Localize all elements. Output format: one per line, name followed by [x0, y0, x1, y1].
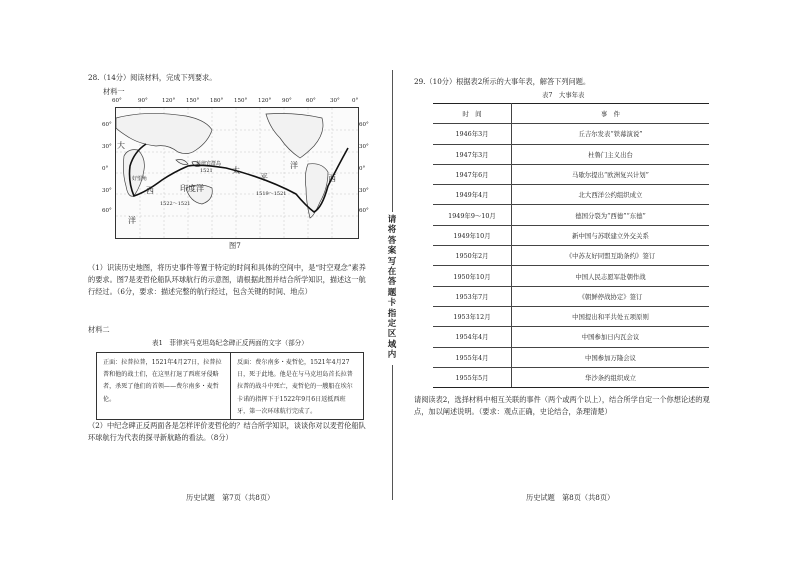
monument-table	[96, 352, 364, 420]
row-event: 新中国与苏联建立外交关系	[512, 225, 710, 245]
table2-title: 表7 大事年表	[542, 91, 585, 99]
row-event: 《中苏友好同盟互助条约》签订	[512, 246, 710, 266]
row-event: 《朝鲜停战协定》签订	[512, 286, 710, 306]
row-event: 杜鲁门主义出台	[512, 144, 710, 164]
lon-label: 150°	[234, 98, 248, 104]
table-row	[433, 286, 709, 306]
row-event: 中国参加万隆会议	[512, 347, 710, 367]
table-header-row	[433, 104, 709, 124]
lon-label: 180°	[210, 98, 224, 104]
row-date: 1949年4月	[433, 185, 512, 205]
lon-label: 0°	[352, 98, 359, 104]
map-label: 大	[117, 141, 125, 150]
lat-label: 30°	[102, 188, 112, 194]
table-row	[433, 124, 709, 144]
lon-label: 90°	[138, 98, 148, 104]
q28-1-text: （1）识读历史地图，将历史事件等置于特定的时间和具体的空间中，是“时空观念”素养的要求。图7是麦哲伦船队环球航行的示意图，请根据此图并结合所学知识，描述这一航行经过。（6分，要求：描述完整的航行经过，包含关键的时间、地点）	[88, 263, 366, 296]
table-row	[433, 266, 709, 286]
material1-label: 材料一	[103, 87, 125, 96]
q29-text: 请阅读表2，选择材料中相互关联的事件（两个或两个以上），结合所学自定一个你想论述的观点，加以阐述说明。（要求：观点正确，史论结合，条理清楚）	[414, 395, 710, 416]
lat-label: 30°	[102, 144, 112, 150]
separator-text: 请将答案写在答题卡指定区域内	[387, 215, 397, 361]
row-event: 中国参加日内瓦会议	[512, 327, 710, 347]
table-row	[433, 185, 709, 205]
row-event: 华沙条约组织成立	[512, 367, 710, 387]
row-date: 1950年2月	[433, 246, 512, 266]
lon-label: 60°	[306, 98, 316, 104]
separator-line-bottom	[392, 365, 393, 500]
map-label: 洋	[128, 216, 136, 225]
row-date: 1947年6月	[433, 164, 512, 184]
lon-label: 60°	[112, 98, 122, 104]
header-time: 时 间	[433, 104, 512, 124]
map-label: 平	[260, 173, 268, 182]
lon-label: 120°	[162, 98, 176, 104]
map-label: 西	[328, 174, 336, 183]
row-event: 中国人民志愿军赴朝作战	[512, 266, 710, 286]
map-lat-labels-left	[102, 104, 114, 234]
row-date: 1950年10月	[433, 266, 512, 286]
lat-label: 0°	[359, 166, 366, 172]
q28-2-text: （2）中纪念碑正反两面各是怎样评价麦哲伦的？结合所学知识，谈谈你对以麦哲伦船队环球航行为代表的探寻新航路的看法。（8分）	[88, 421, 366, 442]
map-label: 1519～1521	[256, 191, 287, 197]
table-row	[433, 144, 709, 164]
map-caption: 图7	[229, 241, 241, 250]
table-row	[433, 246, 709, 266]
separator-line-top	[392, 70, 393, 212]
monument-back-text: 反面：费尔南多・麦哲伦，1521年4月27日，死于此地。他是在与马克坦岛首长拉普拉普的战斗中死亡，麦哲伦的一艘船在埃尔卡诺的指挥下于1522年9月6日返抵西班牙，第一次环球航行完成了。	[237, 359, 353, 415]
lon-label: 150°	[186, 98, 200, 104]
row-event: 北大西洋公约组织成立	[512, 185, 710, 205]
lat-label: 60°	[102, 208, 112, 214]
row-event: 德国分裂为“西德”“东德”	[512, 205, 710, 225]
row-date: 1955年4月	[433, 347, 512, 367]
row-event: 马歇尔提出“欧洲复兴计划”	[512, 164, 710, 184]
row-date: 1954年4月	[433, 327, 512, 347]
table-divider	[230, 353, 231, 419]
table-row	[433, 164, 709, 184]
table1-caption: 表1 菲律宾马克坦岛纪念碑正反两面的文字（部分）	[152, 339, 308, 347]
map-label: 印度洋	[180, 184, 204, 193]
map-label: 好望角	[132, 176, 148, 182]
header-event: 事 件	[512, 104, 710, 124]
map-label: 菲律宾群岛	[196, 161, 222, 167]
map-lon-labels-top	[112, 98, 362, 106]
row-date: 1949年9～10月	[433, 205, 512, 225]
lat-label: 60°	[102, 122, 112, 128]
material2-label: 材料二	[88, 325, 110, 334]
table-row	[433, 327, 709, 347]
table-row	[433, 347, 709, 367]
map-label: 洋	[290, 161, 298, 170]
lat-label: 30°	[359, 188, 369, 194]
map-label: 1521	[200, 168, 213, 174]
lat-label: 30°	[359, 144, 369, 150]
table-row	[433, 306, 709, 326]
lon-label: 120°	[258, 98, 272, 104]
row-date: 1946年3月	[433, 124, 512, 144]
row-date: 1947年3月	[433, 144, 512, 164]
page-footer-right: 历史试题 第8页（共8页）	[526, 493, 615, 502]
map-label: 太	[232, 166, 240, 175]
map-label: 1522～1521	[160, 201, 191, 207]
row-date: 1949年10月	[433, 225, 512, 245]
row-date: 1953年7月	[433, 286, 512, 306]
lat-label: 60°	[359, 122, 369, 128]
row-date: 1953年12月	[433, 306, 512, 326]
lat-label: 60°	[359, 208, 369, 214]
map-lat-labels-right	[359, 104, 373, 234]
lon-label: 30°	[330, 98, 340, 104]
monument-front-text: 正面：拉普拉普，1521年4月27日，拉普拉普和他的战士们，在这里打退了西班牙侵略者，杀死了他们的首领——费尔南多・麦哲伦。	[103, 359, 222, 403]
lon-label: 90°	[282, 98, 292, 104]
row-date: 1955年5月	[433, 367, 512, 387]
q29-header: 29.（10分）根据表2所示的大事年表，解答下列问题。	[414, 77, 591, 86]
lat-label: 0°	[102, 166, 109, 172]
table-row	[433, 367, 709, 387]
table-row	[433, 225, 709, 245]
map-label: 西	[146, 186, 154, 195]
page-footer-left: 历史试题 第7页（共8页）	[186, 493, 275, 502]
row-event: 中国提出和平共处五项原则	[512, 306, 710, 326]
table-row	[433, 205, 709, 225]
events-table	[433, 103, 709, 388]
q28-header: 28.（14分）阅读材料，完成下列要求。	[88, 73, 217, 82]
row-event: 丘吉尔发表“铁幕演说”	[512, 124, 710, 144]
